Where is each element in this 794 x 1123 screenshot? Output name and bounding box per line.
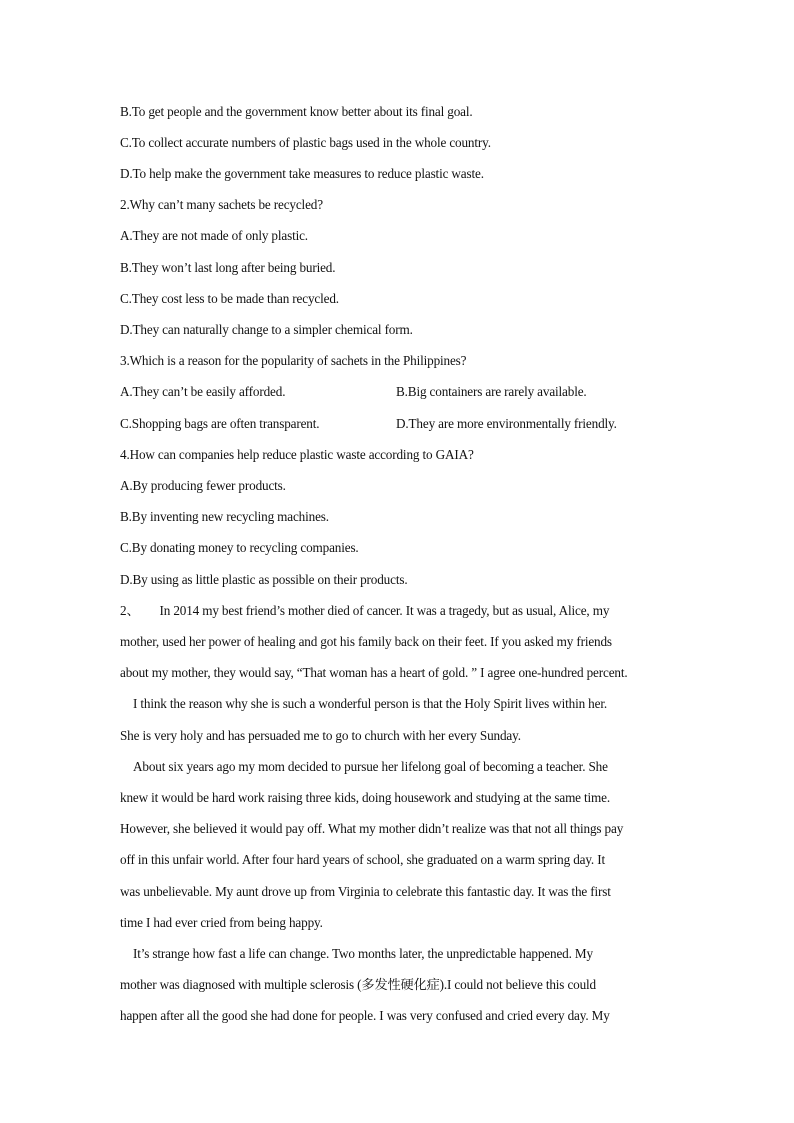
q4-option-a: A.By producing fewer products. — [120, 478, 286, 493]
q3-option-b: B.Big containers are rarely available. — [396, 384, 587, 399]
q4-option-b: B.By inventing new recycling machines. — [120, 509, 329, 524]
passage-line-11: time I had ever cried from being happy. — [120, 915, 323, 930]
passage-number: 2、 — [120, 603, 140, 618]
passage-line-13: mother was diagnosed with multiple sclerosis (多发性硬化症).I could not believe this could — [120, 977, 596, 992]
q3-option-a: A.They can’t be easily afforded. — [120, 384, 286, 399]
q2-option-d: D.They can naturally change to a simpler chemical form. — [120, 322, 413, 337]
q2-option-b: B.They won’t last long after being buried. — [120, 260, 336, 275]
q3-option-c: C.Shopping bags are often transparent. — [120, 416, 320, 431]
q2-option-a: A.They are not made of only plastic. — [120, 228, 308, 243]
q3-options-row-1 — [120, 383, 680, 401]
q4-option-c: C.By donating money to recycling companies. — [120, 540, 359, 555]
passage-line-10: was unbelievable. My aunt drove up from Virginia to celebrate this fantastic day. It was the first — [120, 884, 611, 899]
q2-stem: 2.Why can’t many sachets be recycled? — [120, 197, 323, 212]
passage-line-12: It’s strange how fast a life can change. Two months later, the unpredictable happened. My — [133, 946, 593, 961]
passage-line-8: However, she believed it would pay off. What my mother didn’t realize was that not all things pay — [120, 821, 624, 836]
q4-stem: 4.How can companies help reduce plastic waste according to GAIA? — [120, 447, 474, 462]
passage-line-14: happen after all the good she had done for people. I was very confused and cried every day. My — [120, 1008, 610, 1023]
q3-option-d: D.They are more environmentally friendly. — [396, 416, 617, 431]
q3-options-row-2 — [120, 415, 680, 433]
passage-line-7: knew it would be hard work raising three kids, doing housework and studying at the same time. — [120, 790, 611, 805]
passage-line-2: mother, used her power of healing and got his family back on their feet. If you asked my friends — [120, 634, 612, 649]
passage-line-5: She is very holy and has persuaded me to go to church with her every Sunday. — [120, 728, 521, 743]
q3-stem: 3.Which is a reason for the popularity of sachets in the Philippines? — [120, 353, 467, 368]
q4-option-d: D.By using as little plastic as possible on their products. — [120, 572, 408, 587]
passage-line-3: about my mother, they would say, “That woman has a heart of gold. ” I agree one-hundred percent. — [120, 665, 628, 680]
q2-option-c: C.They cost less to be made than recycled. — [120, 291, 339, 306]
q1-option-b: B.To get people and the government know better about its final goal. — [120, 104, 473, 119]
q1-option-d: D.To help make the government take measures to reduce plastic waste. — [120, 166, 484, 181]
passage-line-9: off in this unfair world. After four hard years of school, she graduated on a warm spring day. It — [120, 852, 605, 867]
passage-line-6: About six years ago my mom decided to pursue her lifelong goal of becoming a teacher. She — [133, 759, 608, 774]
q1-option-c: C.To collect accurate numbers of plastic bags used in the whole country. — [120, 135, 491, 150]
passage-line-1: 2、 In 2014 my best friend’s mother died of cancer. It was a tragedy, but as usual, Alice, my — [120, 603, 610, 618]
passage-line-4: I think the reason why she is such a wonderful person is that the Holy Spirit lives within her. — [133, 696, 607, 711]
